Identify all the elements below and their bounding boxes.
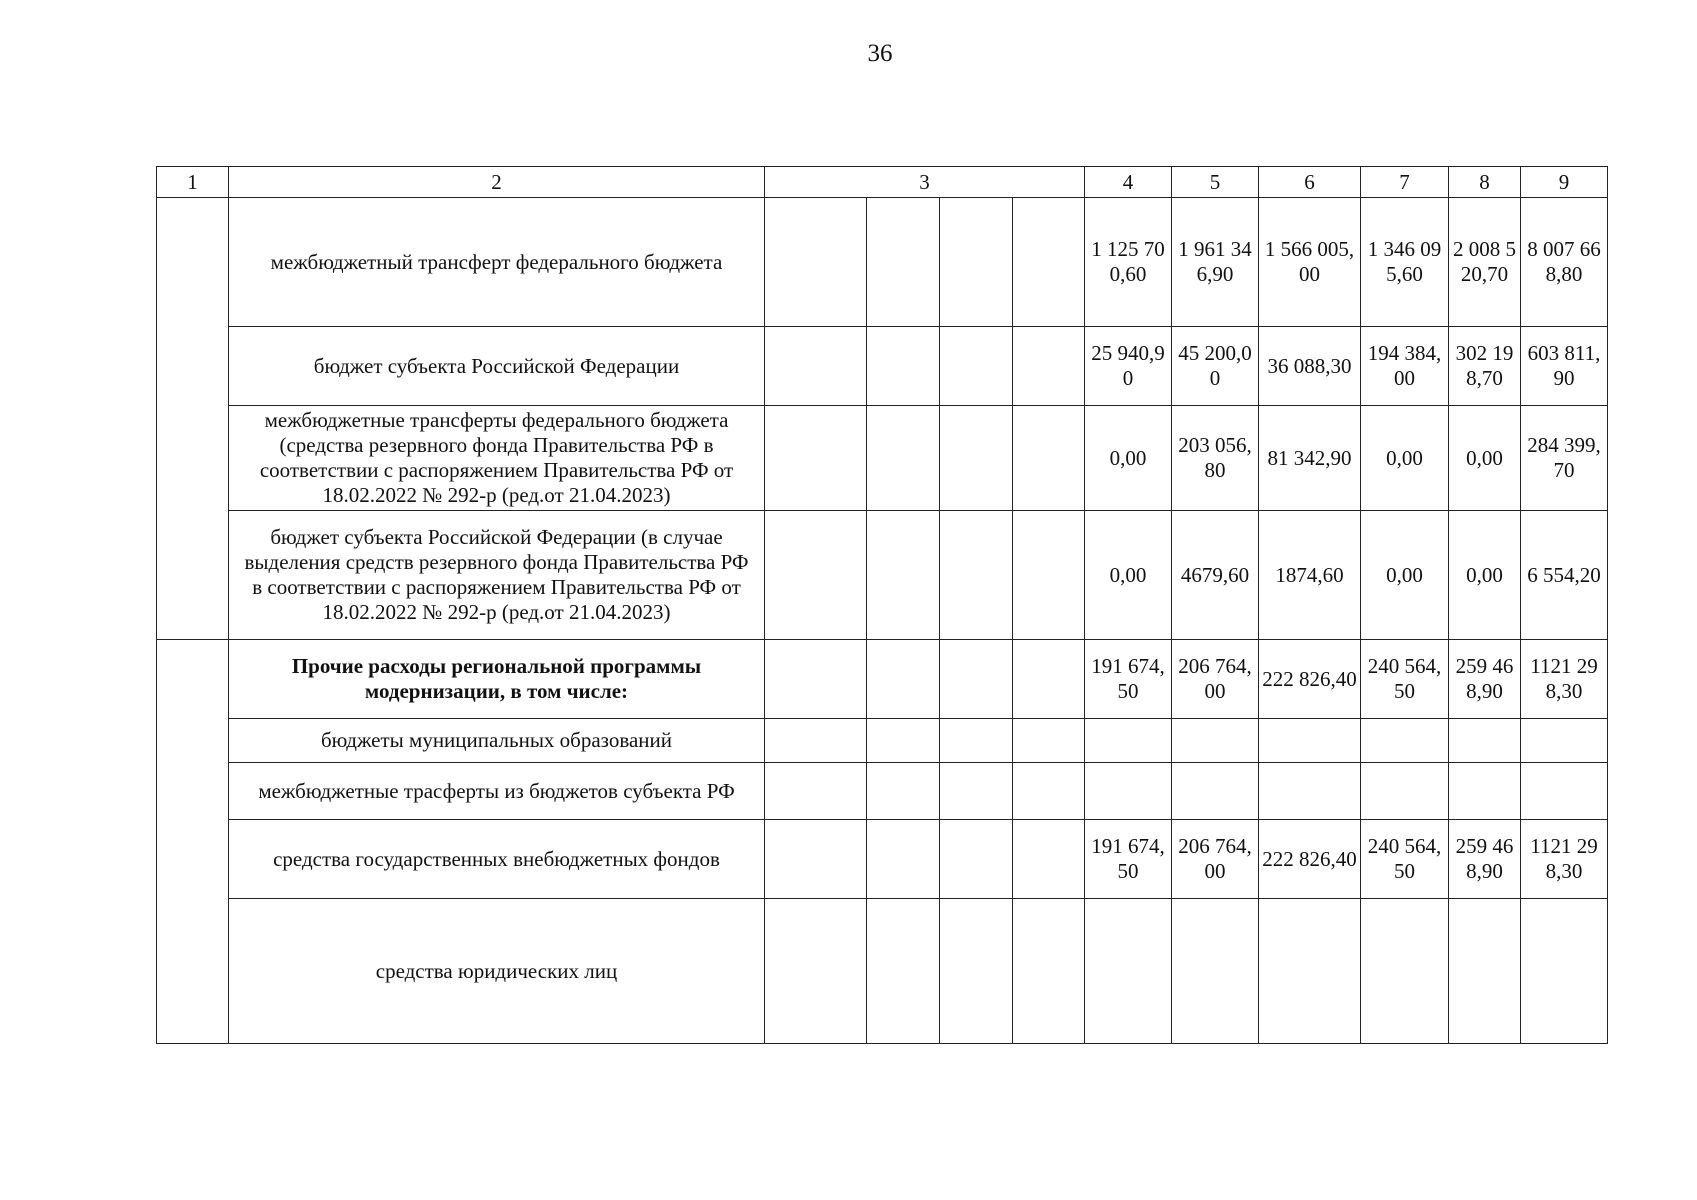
value-cell xyxy=(1449,763,1521,820)
empty-cell xyxy=(1013,327,1085,406)
table-row xyxy=(157,198,1608,327)
value-cell: 206 764,00 xyxy=(1172,640,1259,719)
value-cell xyxy=(1521,899,1608,1044)
value-cell xyxy=(1085,899,1172,1044)
header-cell: 5 xyxy=(1172,167,1259,198)
row-label: средства юридических лиц xyxy=(229,899,765,1044)
header-row xyxy=(157,167,1608,198)
value-cell: 4679,60 xyxy=(1172,511,1259,640)
empty-cell xyxy=(1013,406,1085,511)
empty-cell xyxy=(940,511,1013,640)
empty-cell xyxy=(1013,719,1085,763)
value-cell: 191 674,50 xyxy=(1085,640,1172,719)
value-cell: 45 200,00 xyxy=(1172,327,1259,406)
empty-cell xyxy=(1013,511,1085,640)
empty-cell xyxy=(867,406,940,511)
table-row xyxy=(157,640,1608,719)
empty-cell xyxy=(765,899,867,1044)
empty-cell xyxy=(940,640,1013,719)
empty-cell xyxy=(1013,198,1085,327)
empty-cell xyxy=(765,406,867,511)
value-cell: 6 554,20 xyxy=(1521,511,1608,640)
value-cell xyxy=(1085,719,1172,763)
empty-cell xyxy=(765,719,867,763)
value-cell: 259 468,90 xyxy=(1449,820,1521,899)
value-cell xyxy=(1361,899,1449,1044)
empty-cell xyxy=(1013,820,1085,899)
number-cell xyxy=(157,198,229,640)
page-number: 36 xyxy=(867,40,893,67)
table-row xyxy=(157,327,1608,406)
header-cell: 9 xyxy=(1521,167,1608,198)
value-cell: 8 007 668,80 xyxy=(1521,198,1608,327)
header-cell: 6 xyxy=(1259,167,1361,198)
value-cell: 222 826,40 xyxy=(1259,640,1361,719)
header-cell: 8 xyxy=(1449,167,1521,198)
row-label: межбюджетный трансферт федерального бюджета xyxy=(229,198,765,327)
empty-cell xyxy=(867,198,940,327)
row-label: Прочие расходы региональной программы модернизации, в том числе: xyxy=(229,640,765,719)
value-cell xyxy=(1259,719,1361,763)
value-cell xyxy=(1449,899,1521,1044)
empty-cell xyxy=(1013,640,1085,719)
empty-cell xyxy=(867,763,940,820)
empty-cell xyxy=(940,406,1013,511)
table-row xyxy=(157,511,1608,640)
empty-cell xyxy=(867,511,940,640)
value-cell: 259 468,90 xyxy=(1449,640,1521,719)
empty-cell xyxy=(765,763,867,820)
value-cell: 284 399,70 xyxy=(1521,406,1608,511)
empty-cell xyxy=(1013,899,1085,1044)
row-label: бюджеты муниципальных образований xyxy=(229,719,765,763)
empty-cell xyxy=(765,640,867,719)
value-cell: 302 198,70 xyxy=(1449,327,1521,406)
table-row xyxy=(157,820,1608,899)
value-cell: 0,00 xyxy=(1361,511,1449,640)
value-cell xyxy=(1172,763,1259,820)
empty-cell xyxy=(1013,763,1085,820)
value-cell: 1121 298,30 xyxy=(1521,640,1608,719)
value-cell: 206 764,00 xyxy=(1172,820,1259,899)
value-cell xyxy=(1085,763,1172,820)
empty-cell xyxy=(765,198,867,327)
table-row xyxy=(157,763,1608,820)
value-cell xyxy=(1521,763,1608,820)
row-label: бюджет субъекта Российской Федерации xyxy=(229,327,765,406)
value-cell xyxy=(1172,719,1259,763)
value-cell: 2 008 520,70 xyxy=(1449,198,1521,327)
value-cell: 0,00 xyxy=(1449,511,1521,640)
table-row xyxy=(157,406,1608,511)
table-row xyxy=(157,719,1608,763)
value-cell: 1 566 005,00 xyxy=(1259,198,1361,327)
empty-cell xyxy=(940,899,1013,1044)
value-cell: 0,00 xyxy=(1361,406,1449,511)
value-cell xyxy=(1259,763,1361,820)
value-cell: 0,00 xyxy=(1085,406,1172,511)
empty-cell xyxy=(867,327,940,406)
value-cell: 81 342,90 xyxy=(1259,406,1361,511)
value-cell: 1874,60 xyxy=(1259,511,1361,640)
empty-cell xyxy=(940,198,1013,327)
value-cell xyxy=(1521,719,1608,763)
empty-cell xyxy=(867,640,940,719)
value-cell: 0,00 xyxy=(1085,511,1172,640)
value-cell: 0,00 xyxy=(1449,406,1521,511)
value-cell: 1 961 346,90 xyxy=(1172,198,1259,327)
empty-cell xyxy=(765,327,867,406)
empty-cell xyxy=(940,327,1013,406)
number-cell xyxy=(157,640,229,1044)
budget-table xyxy=(156,166,1608,1044)
header-cell: 4 xyxy=(1085,167,1172,198)
value-cell: 1 346 095,60 xyxy=(1361,198,1449,327)
value-cell xyxy=(1172,899,1259,1044)
empty-cell xyxy=(765,511,867,640)
value-cell xyxy=(1449,719,1521,763)
empty-cell xyxy=(940,820,1013,899)
header-cell: 1 xyxy=(157,167,229,198)
empty-cell xyxy=(765,820,867,899)
value-cell: 222 826,40 xyxy=(1259,820,1361,899)
empty-cell xyxy=(867,820,940,899)
value-cell: 203 056,80 xyxy=(1172,406,1259,511)
value-cell: 1121 298,30 xyxy=(1521,820,1608,899)
row-label: бюджет субъекта Российской Федерации (в случае выделения средств резервного фонда Правительства РФ в соответствии с распоряжением Правительства РФ от 18.02.2022 № 292-р (ред.от 21.04.2023) xyxy=(229,511,765,640)
table-row xyxy=(157,899,1608,1044)
value-cell: 25 940,90 xyxy=(1085,327,1172,406)
empty-cell xyxy=(867,899,940,1044)
row-label: межбюджетные трансферты федерального бюджета (средства резервного фонда Правительства РФ в соответствии с распоряжением Правительства РФ от 18.02.2022 № 292-р (ред.от 21.04.2023) xyxy=(229,406,765,511)
header-cell: 7 xyxy=(1361,167,1449,198)
empty-cell xyxy=(940,763,1013,820)
header-cell: 3 xyxy=(765,167,1085,198)
row-label: межбюджетные трасферты из бюджетов субъекта РФ xyxy=(229,763,765,820)
value-cell: 191 674,50 xyxy=(1085,820,1172,899)
value-cell: 36 088,30 xyxy=(1259,327,1361,406)
value-cell xyxy=(1361,763,1449,820)
header-cell: 2 xyxy=(229,167,765,198)
value-cell: 240 564,50 xyxy=(1361,640,1449,719)
empty-cell xyxy=(867,719,940,763)
value-cell xyxy=(1259,899,1361,1044)
row-label: средства государственных внебюджетных фондов xyxy=(229,820,765,899)
value-cell: 240 564,50 xyxy=(1361,820,1449,899)
empty-cell xyxy=(940,719,1013,763)
value-cell xyxy=(1361,719,1449,763)
value-cell: 1 125 700,60 xyxy=(1085,198,1172,327)
value-cell: 603 811,90 xyxy=(1521,327,1608,406)
value-cell: 194 384,00 xyxy=(1361,327,1449,406)
